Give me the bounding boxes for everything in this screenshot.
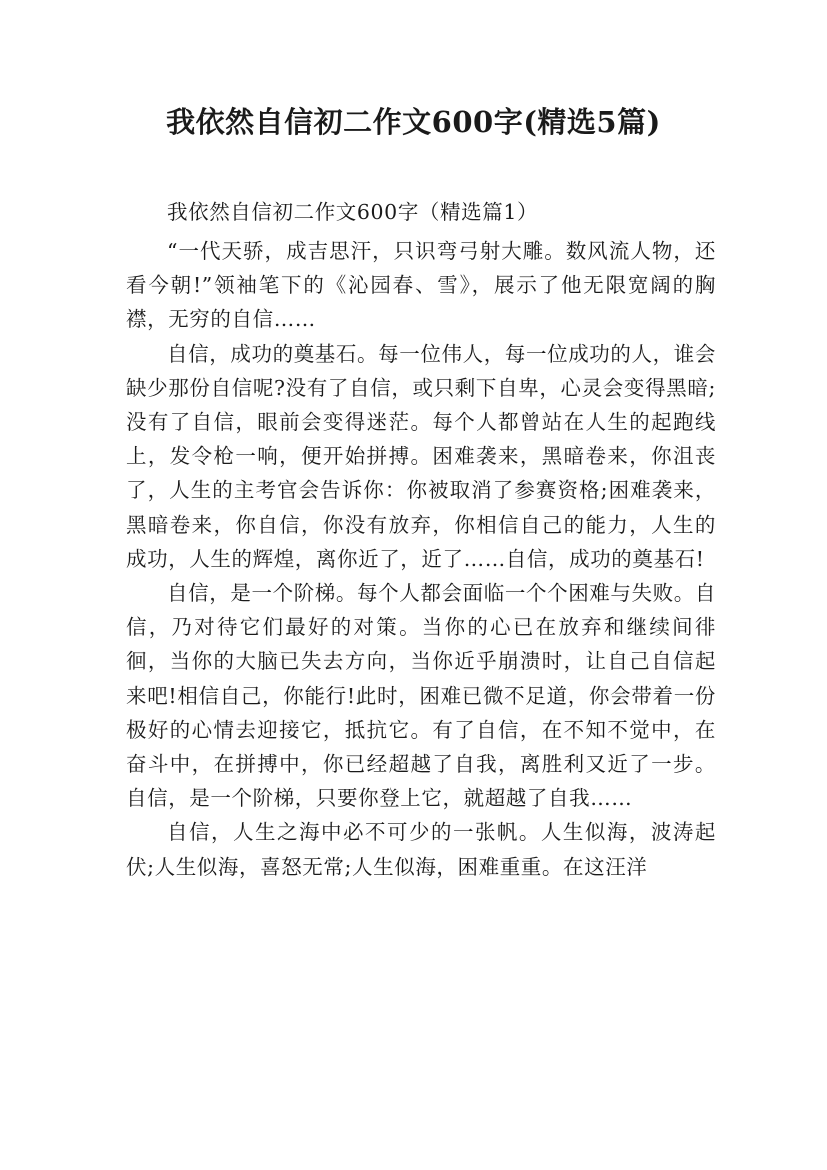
paragraph: 自信，成功的奠基石。每一位伟人，每一位成功的人，谁会缺少那份自信呢?没有了自信，或只剩下自卑，心灵会变得黑暗;没有了自信，眼前会变得迷茫。每个人都曾站在人生的起跑线上，发令枪一响，便开始拼搏。困难袭来，黑暗卷来，你沮丧了，人生的主考官会告诉你：你被取消了参赛资格;困难袭来，黑暗卷来，你自信，你没有放弃，你相信自己的能力，人生的成功，人生的辉煌，离你近了，近了……自信，成功的奠基石! xyxy=(126,341,716,571)
paragraph: 自信，是一个阶梯。每个人都会面临一个个困难与失败。自信，乃对待它们最好的对策。当你的心已在放弃和继续间徘徊，当你的大脑已失去方向，当你近乎崩溃时，让自己自信起来吧!相信自己，你能行!此时，困难已微不足道，你会带着一份极好的心情去迎接它，抵抗它。有了自信，在不知不觉中，在奋斗中，在拼搏中，你已经超越了自我，离胜利又近了一步。自信，是一个阶梯，只要你登上它，就超越了自我…… xyxy=(126,581,716,811)
section-heading: 我依然自信初二作文600字（精选篇1） xyxy=(167,200,539,224)
document-title: 我依然自信初二作文600字(精选5篇) xyxy=(166,105,661,139)
paragraph: 自信，人生之海中必不可少的一张帆。人生似海，波涛起伏;人生似海，喜怒无常;人生似海，困难重重。在这汪洋 xyxy=(126,820,716,879)
paragraph: “一代天骄，成吉思汗，只识弯弓射大雕。数风流人物，还看今朝!”领袖笔下的《沁园春、雪》，展示了他无限宽阔的胸襟，无穷的自信…… xyxy=(126,239,716,332)
document-body xyxy=(126,190,716,884)
